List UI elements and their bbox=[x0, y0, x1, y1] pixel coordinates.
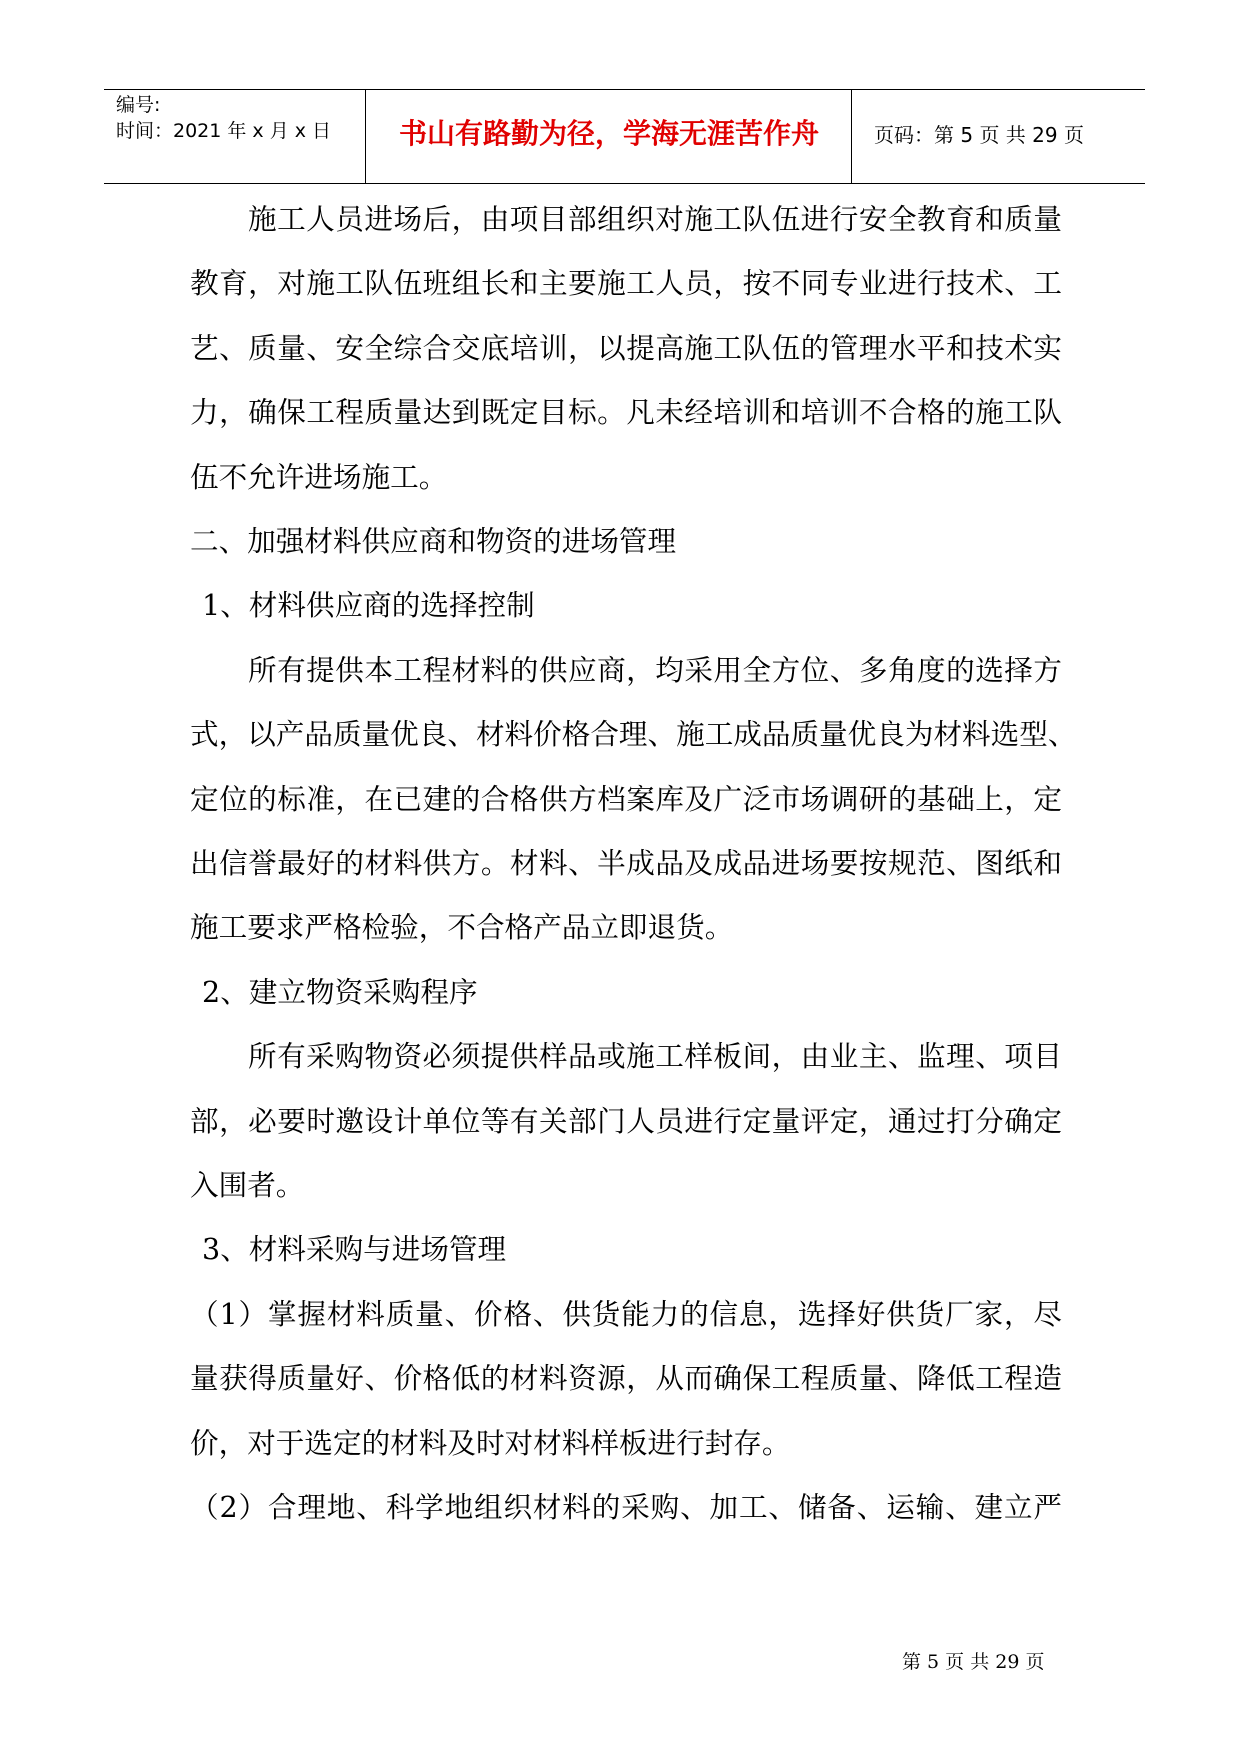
header-page-code: 页码：第 5 页 共 29 页 bbox=[874, 123, 1084, 147]
body-text-line: 所有提供本工程材料的供应商，均采用全方位、多角度的选择方 bbox=[248, 652, 1062, 687]
page-footer: 第 5 页 共 29 页 bbox=[902, 1651, 1045, 1673]
body-text-line: 出信誉最好的材料供方。材料、半成品及成品进场要按规范、图纸和 bbox=[190, 846, 1062, 880]
serial-number-label: 编号: bbox=[116, 94, 161, 116]
body-text-line: 伍不允许进场施工。 bbox=[190, 459, 448, 494]
date-label: 时间：2021 年 x 月 x 日 bbox=[116, 120, 332, 142]
body-text-line: 教育，对施工队伍班组长和主要施工人员，按不同专业进行技术、工 bbox=[190, 266, 1062, 301]
body-text-line: 二、加强材料供应商和物资的进场管理 bbox=[190, 524, 677, 558]
body-text-line: 1、材料供应商的选择控制 bbox=[202, 588, 535, 623]
body-text-line: 施工人员进场后，由项目部组织对施工队伍进行安全教育和质量 bbox=[248, 202, 1062, 236]
body-text-line: 式，以产品质量优良、材料价格合理、施工成品质量优良为材料选型、 bbox=[190, 717, 1077, 752]
body-text-line: 2、建立物资采购程序 bbox=[202, 974, 478, 1009]
header-motto: 书山有路勤为径，学海无涯苦作舟 bbox=[398, 117, 819, 150]
body-text-line: 艺、质量、安全综合交底培训，以提高施工队伍的管理水平和技术实 bbox=[190, 330, 1062, 365]
document-header bbox=[104, 89, 1145, 184]
header-divider bbox=[365, 90, 366, 183]
body-text-line: 价，对于选定的材料及时对材料样板进行封存。 bbox=[190, 1425, 791, 1460]
body-text-line: （1）掌握材料质量、价格、供货能力的信息，选择好供货厂家，尽 bbox=[190, 1296, 1062, 1331]
body-text-line: 力，确保工程质量达到既定目标。凡未经培训和培训不合格的施工队 bbox=[190, 395, 1062, 430]
body-text-line: （2）合理地、科学地组织材料的采购、加工、储备、运输、建立严 bbox=[190, 1490, 1062, 1524]
body-text-line: 部，必要时邀设计单位等有关部门人员进行定量评定，通过打分确定 bbox=[190, 1103, 1062, 1138]
body-text-line: 入围者。 bbox=[190, 1168, 305, 1202]
body-text-line: 3、材料采购与进场管理 bbox=[202, 1232, 507, 1267]
header-divider bbox=[851, 90, 852, 183]
body-text-line: 所有采购物资必须提供样品或施工样板间，由业主、监理、项目 bbox=[248, 1039, 1062, 1074]
body-text-line: 施工要求严格检验，不合格产品立即退货。 bbox=[190, 910, 734, 945]
body-text-line: 量获得质量好、价格低的材料资源，从而确保工程质量、降低工程造 bbox=[190, 1361, 1062, 1396]
body-text-line: 定位的标准，在已建的合格供方档案库及广泛市场调研的基础上，定 bbox=[190, 781, 1062, 816]
